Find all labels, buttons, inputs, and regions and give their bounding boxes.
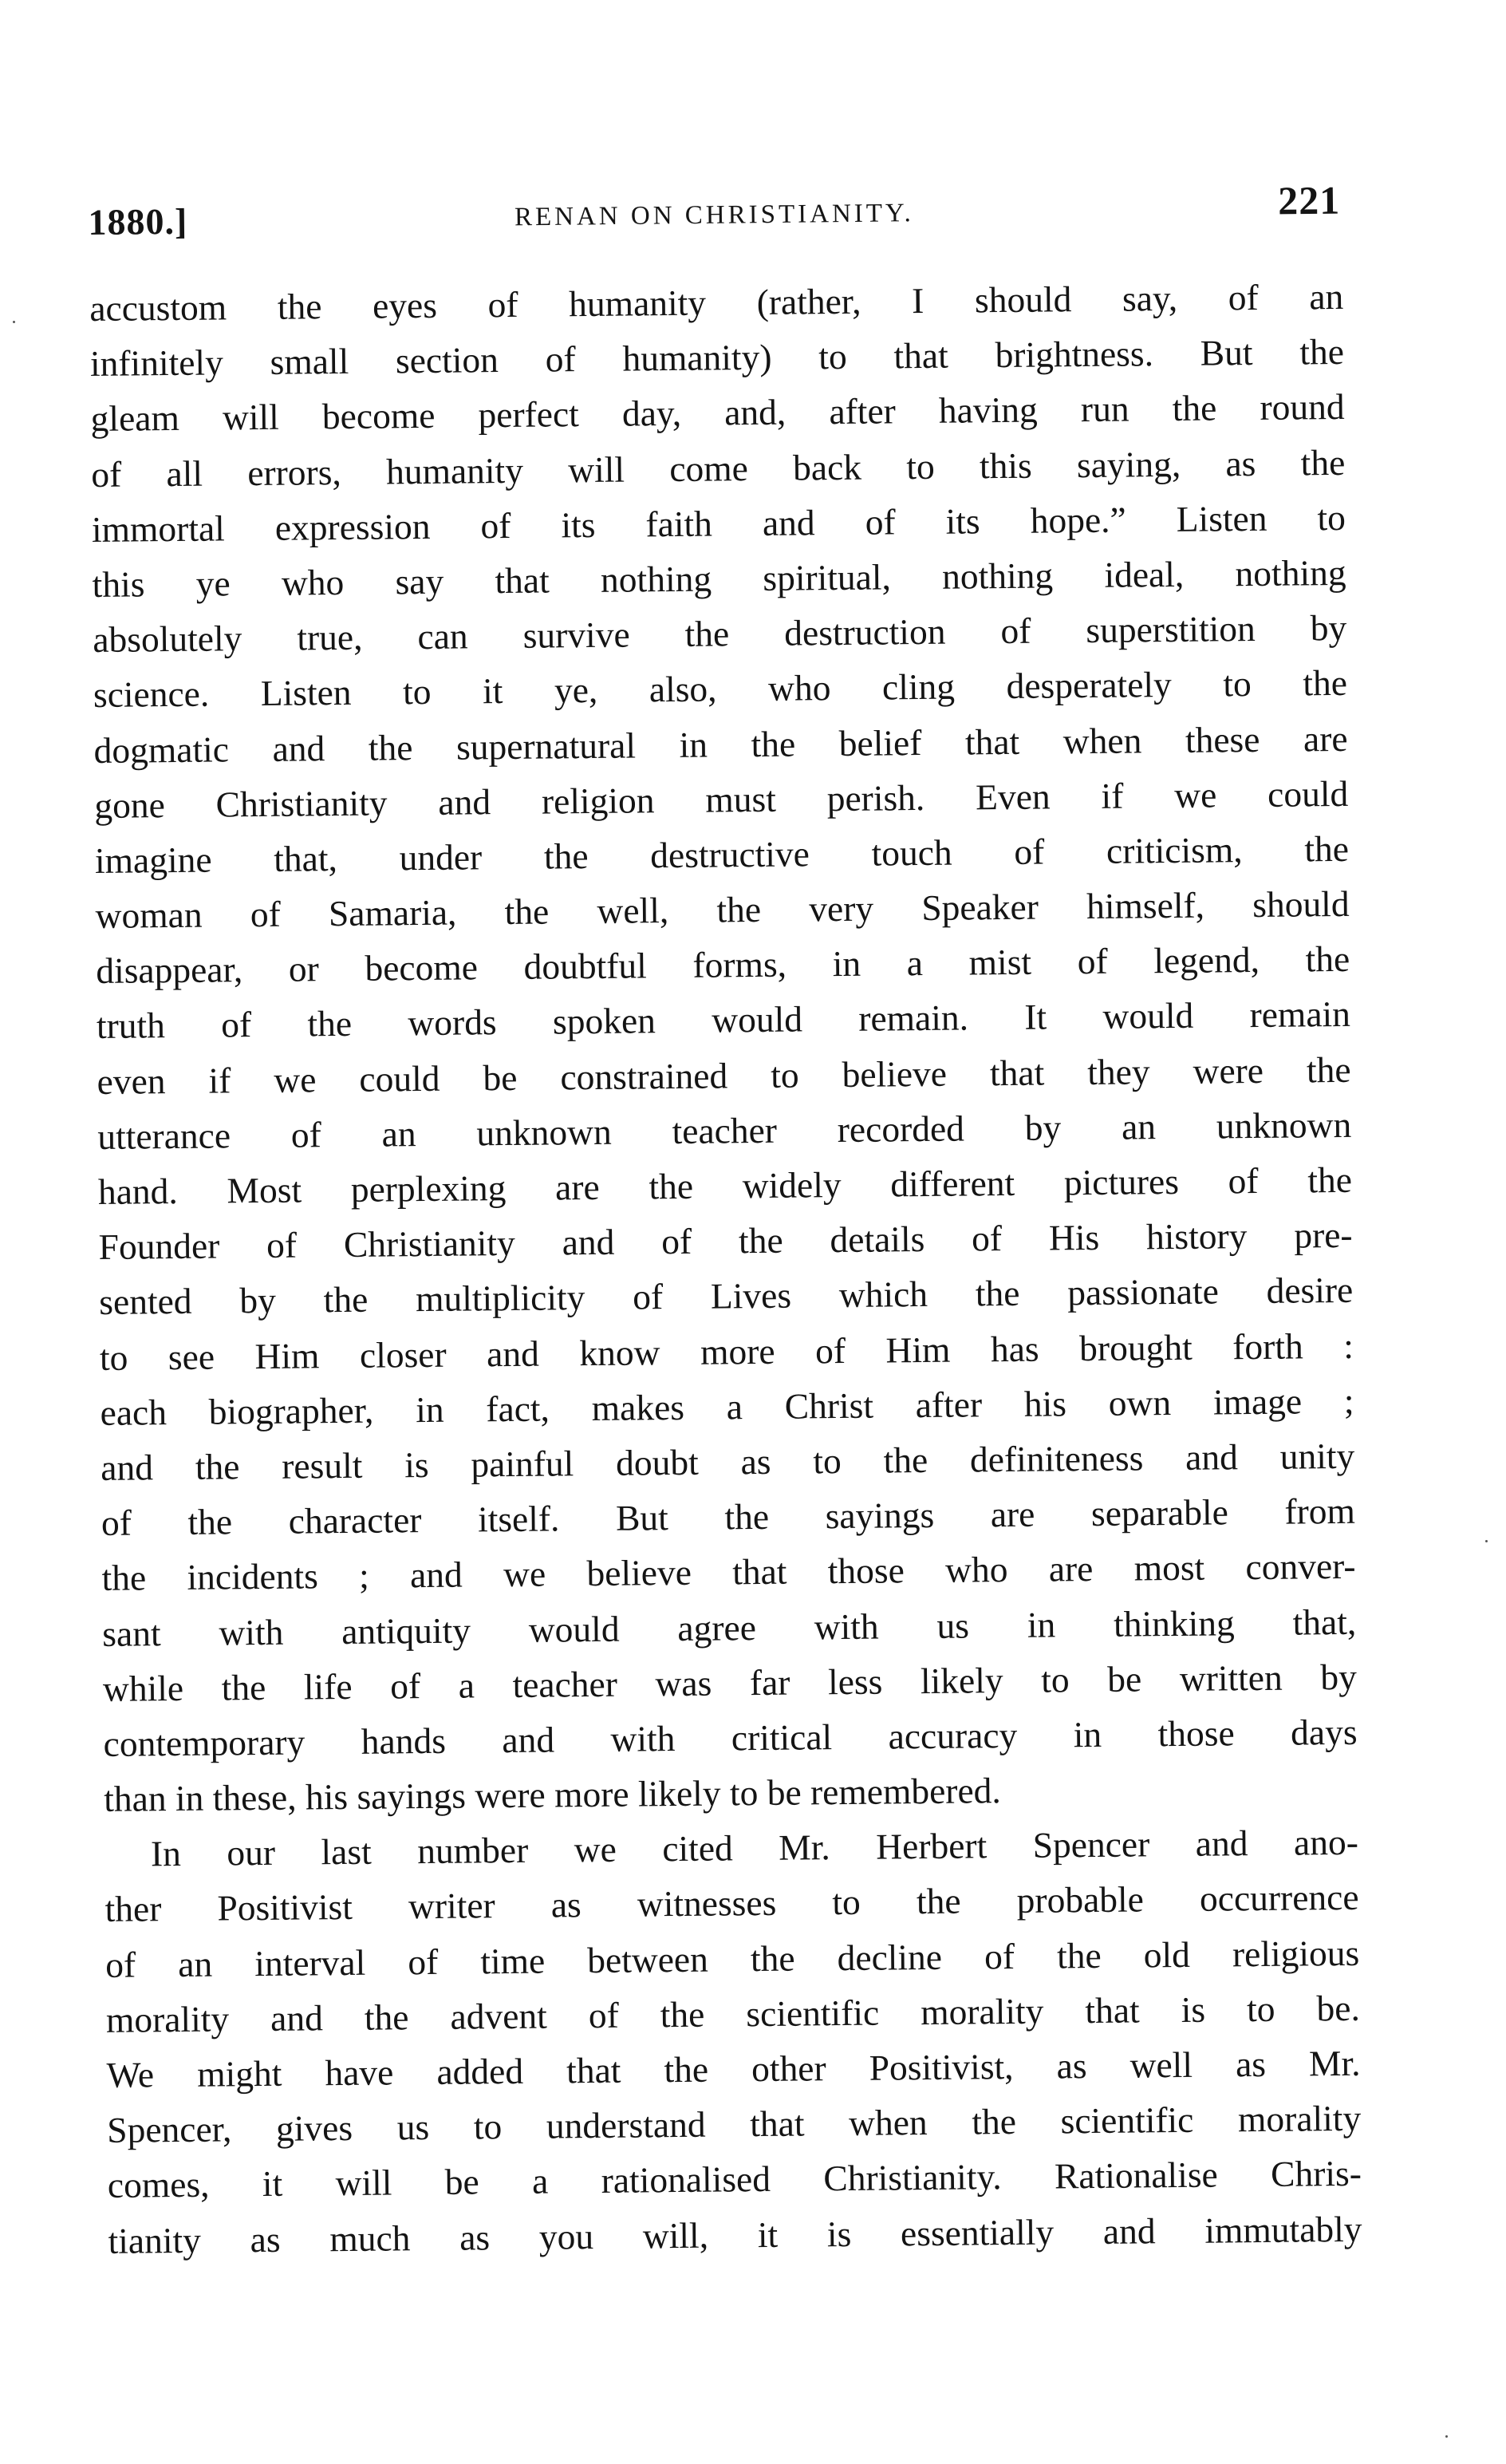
page-number: 221 [1277, 177, 1341, 223]
text-line: this ye who say that nothing spiritual, nothing ideal, nothing [92, 551, 1346, 605]
scan-speck [1485, 1540, 1488, 1542]
text-line: comes, it will be a rationalised Christianity. Rationalise Chris- [107, 2153, 1362, 2206]
text-line: utterance of an unknown teacher recorded by an unknown [97, 1104, 1352, 1157]
text-line: contemporary hands and with critical accuracy in those days [103, 1711, 1358, 1764]
text-line: ther Positivist writer as witnesses to the probable occurrence [104, 1877, 1359, 1930]
scan-speck [1445, 2435, 1448, 2438]
text-line: Spencer, gives us to understand that when the scientific morality [107, 2097, 1362, 2151]
text-line: immortal expression of its faith and of its hope.” Listen to [91, 496, 1346, 550]
text-line: infinitely small section of humanity) to that brightness. But the [89, 331, 1345, 385]
text-line: dogmatic and the supernatural in the belief that when these are [93, 717, 1348, 771]
text-line: gone Christianity and religion must perish. Even if we could [94, 772, 1349, 826]
body-text [89, 269, 1362, 2269]
text-line: imagine that, under the destructive touch of criticism, the [94, 827, 1350, 881]
header-year: 1880.] [88, 200, 188, 243]
text-line: Founder of Christianity and of the details of His history pre- [98, 1214, 1353, 1268]
text-line: absolutely true, can survive the destruction of superstition by [93, 607, 1347, 661]
text-line: morality and the advent of the scientific morality that is to be. [105, 1987, 1361, 2040]
text-line: sented by the multiplicity of Lives which the passionate desire [99, 1270, 1354, 1323]
text-line: accustom the eyes of humanity (rather, I should say, of an [89, 275, 1344, 329]
text-line: woman of Samaria, the well, the very Speaker himself, should [95, 883, 1350, 937]
text-line: of the character itself. But the sayings are separable from [101, 1490, 1356, 1544]
header-title: RENAN ON CHRISTIANITY. [514, 199, 914, 232]
text-line: to see Him closer and know more of Him has brought forth : [99, 1325, 1354, 1378]
text-line: and the result is painful doubt as to the definiteness and unity [101, 1435, 1355, 1488]
text-line: gleam will become perfect day, and, after having run the round [90, 386, 1345, 440]
text-line: of all errors, humanity will come back to this saying, as the [91, 441, 1346, 495]
text-line: disappear, or become doubtful forms, in a mist of legend, the [96, 938, 1350, 992]
text-line: the incidents ; and we believe that those who are most conver- [101, 1546, 1356, 1599]
scan-speck [13, 321, 15, 323]
text-line: sant with antiquity would agree with us in thinking that, [102, 1601, 1357, 1654]
running-head [88, 177, 1341, 246]
text-line: truth of the words spoken would remain. It would remain [96, 993, 1351, 1047]
text-line: tianity as much as you will, it is essentially and immutably [108, 2208, 1362, 2261]
text-line: while the life of a teacher was far less likely to be written by [102, 1656, 1358, 1709]
paragraph-start-line: In our last number we cited Mr. Herbert Spencer and ano- [150, 1822, 1359, 1874]
text-line: science. Listen to it ye, also, who cling desperately to the [93, 662, 1348, 716]
text-line: of an interval of time between the decline of the old religious [105, 1932, 1360, 1985]
text-line: We might have added that the other Positivist, as well as Mr. [106, 2042, 1361, 2095]
text-line: than in these, his sayings were more likely to be remembered. [104, 1770, 1001, 1819]
text-line: each biographer, in fact, makes a Christ after his own image ; [100, 1380, 1354, 1433]
text-line: even if we could be constrained to believe that they were the [97, 1048, 1351, 1102]
text-line: hand. Most perplexing are the widely different pictures of the [97, 1159, 1353, 1212]
